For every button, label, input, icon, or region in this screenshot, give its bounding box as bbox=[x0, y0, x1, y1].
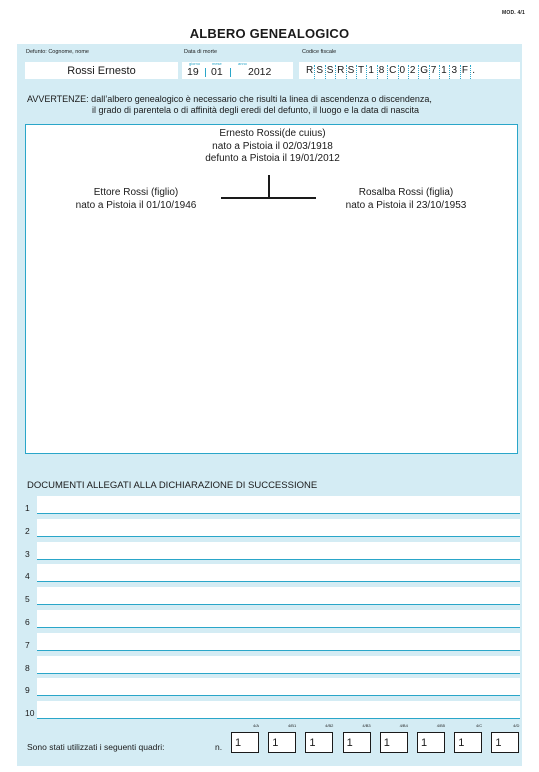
data-morte-field[interactable] bbox=[182, 62, 293, 79]
documento-input[interactable] bbox=[37, 610, 520, 628]
model-code: MOD. 4/1 bbox=[502, 10, 525, 16]
cf-char: S bbox=[315, 65, 325, 79]
mese-label: mese bbox=[212, 61, 222, 66]
quadro-count-field[interactable]: 1 bbox=[231, 732, 259, 753]
giorno-label: giorno bbox=[189, 61, 201, 66]
tree-root bbox=[26, 128, 519, 166]
tree-left-child bbox=[46, 187, 226, 212]
quadro-count-field[interactable]: 1 bbox=[491, 732, 519, 753]
documento-input[interactable] bbox=[37, 542, 520, 560]
documento-row-number: 5 bbox=[25, 594, 30, 605]
documento-input[interactable] bbox=[37, 564, 520, 582]
quadro-count-field[interactable]: 1 bbox=[380, 732, 408, 753]
documento-input[interactable] bbox=[37, 633, 520, 651]
right-child-name: Rosalba Rossi (figlia) bbox=[358, 187, 454, 198]
left-child-birth: nato a Pistoia il 01/10/1946 bbox=[75, 199, 197, 211]
documento-row bbox=[23, 587, 520, 605]
quadro-count-field[interactable]: 1 bbox=[454, 732, 482, 753]
quadro-count-field[interactable]: 1 bbox=[343, 732, 371, 753]
defunto-field[interactable] bbox=[25, 62, 178, 79]
documento-row-number: 3 bbox=[25, 548, 30, 559]
anno-value: 2012 bbox=[248, 66, 272, 78]
documento-input[interactable] bbox=[37, 519, 520, 537]
tree-vertical-connector bbox=[268, 175, 270, 198]
cf-char: F bbox=[461, 65, 471, 79]
cf-char: R bbox=[305, 65, 315, 79]
documento-row bbox=[23, 656, 520, 674]
documento-input[interactable] bbox=[37, 587, 520, 605]
cf-char: T bbox=[357, 65, 367, 79]
date-separator bbox=[230, 68, 231, 77]
quadro-count-field[interactable]: 1 bbox=[417, 732, 445, 753]
quadri-n-label: n. bbox=[215, 742, 223, 752]
cf-char: 3 bbox=[450, 65, 460, 79]
quadro-code: 4/B2 bbox=[325, 723, 334, 728]
cf-char: 7 bbox=[430, 65, 440, 79]
documento-row-number: 6 bbox=[25, 617, 30, 627]
documento-row bbox=[23, 564, 520, 582]
mese-value: 01 bbox=[211, 66, 223, 78]
codice-fiscale-field[interactable] bbox=[299, 62, 520, 79]
cf-char: 8 bbox=[378, 65, 388, 79]
right-child-birth: nato a Pistoia il 23/10/1953 bbox=[345, 199, 467, 211]
anno-label: anno bbox=[238, 61, 247, 66]
documento-row bbox=[23, 678, 520, 696]
quadro-code: 4/A bbox=[252, 723, 259, 728]
documento-row bbox=[23, 610, 520, 628]
documento-input[interactable] bbox=[37, 656, 520, 674]
documento-row-number: 1 bbox=[25, 503, 30, 513]
quadro-count-field[interactable]: 1 bbox=[305, 732, 333, 753]
cf-char: S bbox=[347, 65, 357, 79]
documento-row bbox=[23, 496, 520, 514]
documento-row bbox=[23, 701, 520, 719]
documento-row-number: 10 bbox=[25, 708, 35, 719]
giorno-value: 19 bbox=[187, 66, 199, 78]
cf-char: . bbox=[472, 65, 476, 76]
cf-char: R bbox=[336, 65, 346, 79]
quadri-label: Sono stati utilizzati i seguenti quadri: bbox=[27, 742, 165, 752]
documento-row-number: 8 bbox=[25, 662, 30, 673]
date-separator bbox=[205, 68, 206, 77]
cf-char: S bbox=[326, 65, 336, 79]
documento-row bbox=[23, 633, 520, 651]
quadro-code: 4/B5 bbox=[436, 723, 445, 728]
documento-input[interactable] bbox=[37, 678, 520, 696]
quadro-code: 4/B1 bbox=[287, 723, 297, 728]
tree-right-child bbox=[316, 187, 496, 212]
root-death: defunto a Pistoia il 19/01/2012 bbox=[205, 153, 340, 164]
defunto-value: Rossi Ernesto bbox=[67, 64, 136, 77]
data-morte-label: Data di morte bbox=[184, 49, 218, 55]
quadro-count-field[interactable]: 1 bbox=[268, 732, 296, 753]
root-name: Ernesto Rossi(de cuius) bbox=[219, 128, 326, 139]
root-birth: nato a Pistoia il 02/03/1918 bbox=[212, 140, 333, 152]
cf-char: C bbox=[388, 65, 398, 79]
documento-row-number: 4 bbox=[25, 571, 30, 582]
quadro-code: 4/B4 bbox=[399, 723, 408, 728]
cf-char: 1 bbox=[440, 65, 450, 79]
documento-input[interactable] bbox=[37, 701, 520, 719]
documento-row-number: 9 bbox=[25, 685, 30, 696]
defunto-label: Defunto: Cognome, nome bbox=[26, 49, 89, 55]
cf-char: 0 bbox=[399, 65, 409, 79]
documento-row-number: 7 bbox=[25, 639, 30, 650]
quadro-code: 4/D bbox=[513, 723, 520, 728]
documenti-title: DOCUMENTI ALLEGATI ALLA DICHIARAZIONE DI SUCCESSIONE bbox=[27, 480, 318, 491]
page-title: ALBERO GENEALOGICO bbox=[189, 26, 350, 41]
family-tree-box bbox=[25, 124, 518, 454]
documento-row bbox=[23, 519, 520, 537]
quadro-code: 4/C bbox=[475, 723, 483, 728]
avvertenze-line2: il grado di parentela o di affinità degli eredi del defunto, il luogo e la data di nascita bbox=[92, 105, 420, 115]
cf-char: 1 bbox=[367, 65, 377, 79]
codice-fiscale-chars bbox=[299, 62, 482, 79]
left-child-name: Ettore Rossi (figlio) bbox=[93, 187, 179, 198]
documento-input[interactable] bbox=[37, 496, 520, 514]
documento-row-number: 2 bbox=[25, 525, 30, 536]
cf-char: G bbox=[419, 65, 429, 79]
avvertenze-line1: AVVERTENZE: dall’albero genealogico è necessario che risulti la linea di ascendenza o discendenza, bbox=[27, 94, 432, 104]
tree-horizontal-connector bbox=[221, 197, 316, 199]
cf-char: 2 bbox=[409, 65, 419, 79]
documento-row bbox=[23, 542, 520, 560]
codice-fiscale-label: Codice fiscale bbox=[302, 49, 337, 55]
quadro-code: 4/B3 bbox=[362, 723, 371, 728]
